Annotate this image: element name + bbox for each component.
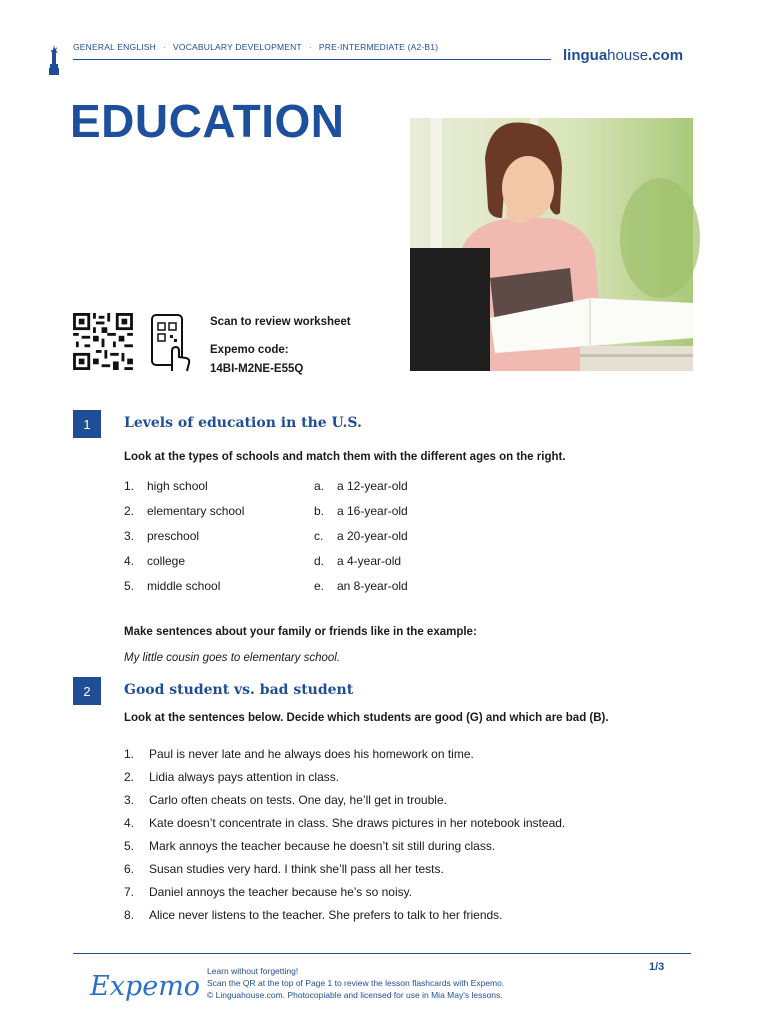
breadcrumb-item: VOCABULARY DEVELOPMENT [173, 42, 302, 52]
list-item: a. a 12-year-old [314, 479, 408, 493]
breadcrumb-item: PRE-INTERMEDIATE (A2-B1) [318, 42, 439, 52]
list-item: c. a 20-year-old [314, 529, 408, 543]
section-title: Levels of education in the U.S. [124, 415, 362, 431]
list-item: 8. Alice never listens to the teacher. She prefers to talk to her friends. [124, 908, 503, 922]
list-item: 5. middle school [124, 579, 221, 593]
list-item: 2. elementary school [124, 504, 245, 518]
list-item: 1. high school [124, 479, 208, 493]
list-item: 3. Carlo often cheats on tests. One day, he’ll get in trouble. [124, 793, 447, 807]
footer-tagline: Learn without forgetting! [207, 966, 299, 976]
list-item: d. a 4-year-old [314, 554, 402, 568]
scan-info [210, 313, 351, 379]
footer-copyright: © Linguahouse.com. Photocopiable and licensed for use in Mia May's lessons. [207, 990, 503, 1000]
instruction: Look at the sentences below. Decide which students are good (G) and which are bad (B). [124, 712, 609, 724]
expemo-code-value: 14BI-M2NE-E55Q [210, 363, 304, 375]
ages-list [314, 479, 408, 604]
list-item: 1. Paul is never late and he always does his homework on time. [124, 747, 474, 761]
phone-scan-icon [150, 313, 192, 373]
breadcrumb: GENERAL ENGLISH · VOCABULARY DEVELOPMENT · PRE-INTERMEDIATE (A2-B1) [73, 42, 439, 52]
header-rule [73, 59, 551, 60]
example-sentence: My little cousin goes to elementary school. [124, 652, 341, 664]
page-title: EDUCATION [70, 95, 345, 147]
list-item: 5. Mark annoys the teacher because he doesn’t sit still during class. [124, 839, 496, 853]
sentences-list [124, 747, 565, 931]
instruction: Look at the types of schools and match them with the different ages on the right. [124, 451, 566, 463]
expemo-logo[interactable] [88, 965, 201, 1007]
student-studying-photo [410, 118, 693, 371]
section-number: 1 [73, 410, 101, 438]
list-item: 4. Kate doesn’t concentrate in class. She draws pictures in her notebook instead. [124, 816, 566, 830]
qr-code-icon[interactable] [73, 313, 133, 370]
footer-text [207, 965, 504, 1001]
expemo-code-label: Expemo code: [210, 344, 289, 356]
list-item: b. a 16-year-old [314, 504, 408, 518]
svg-text:Expemo: Expemo [90, 971, 201, 1002]
list-item: 2. Lidia always pays attention in class. [124, 770, 340, 784]
brand-logo[interactable]: linguahouse.com [563, 47, 684, 64]
breadcrumb-item: GENERAL ENGLISH [73, 42, 156, 52]
section-number: 2 [73, 677, 101, 705]
list-item: 4. college [124, 554, 186, 568]
section-title: Good student vs. bad student [124, 682, 354, 698]
list-item: 7. Daniel annoys the teacher because he’s so noisy. [124, 885, 413, 899]
list-item: e. an 8-year-old [314, 579, 408, 593]
list-item: 3. preschool [124, 529, 200, 543]
statue-of-liberty-icon [46, 44, 62, 76]
footer-rule [73, 953, 691, 954]
footer-scan-note: Scan the QR at the top of Page 1 to review the lesson flashcards with Expemo. [207, 978, 505, 988]
list-item: 6. Susan studies very hard. I think she’ll pass all her tests. [124, 862, 444, 876]
scan-label: Scan to review worksheet [210, 316, 351, 328]
instruction: Make sentences about your family or friends like in the example: [124, 626, 477, 638]
page-number: 1/3 [649, 961, 665, 973]
school-types-list [124, 479, 244, 604]
